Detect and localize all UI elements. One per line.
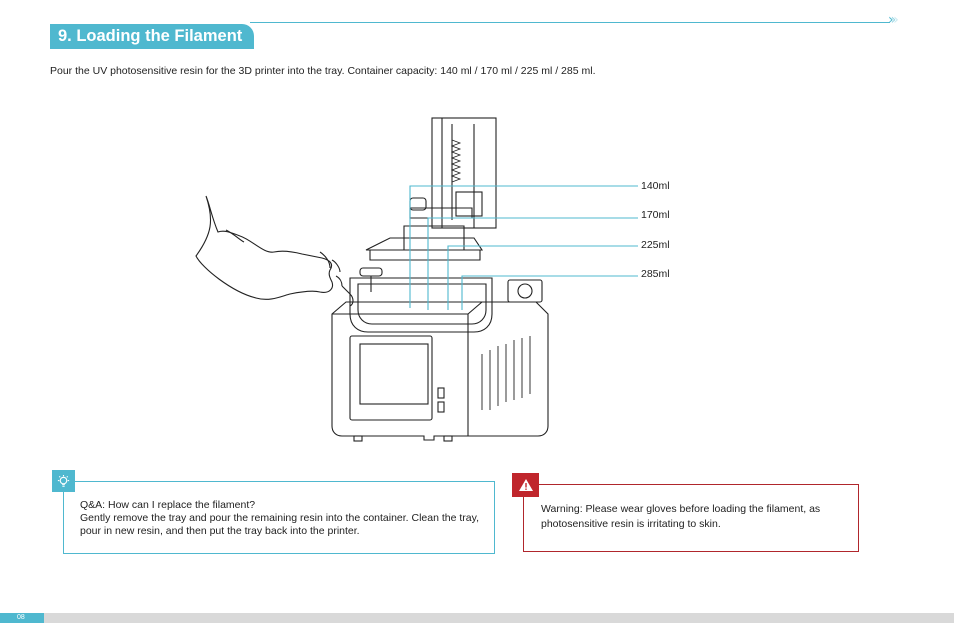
fill-label-285ml: 285ml <box>641 268 670 280</box>
printer-illustration <box>190 100 690 450</box>
warning-triangle-icon <box>512 473 539 497</box>
footer-accent <box>30 613 44 623</box>
intro-text: Pour the UV photosensitive resin for the 3D printer into the tray. Container capacity: 140 ml / 170 ml / 225 ml / 285 ml. <box>50 65 596 77</box>
footer-bar <box>0 613 954 623</box>
fill-label-170ml: 170ml <box>641 209 670 221</box>
qa-content <box>80 499 490 538</box>
fill-label-140ml: 140ml <box>641 180 670 192</box>
warning-text: Warning: Please wear gloves before loading the filament, as photosensitive resin is irritating to skin. <box>541 503 821 530</box>
lightbulb-icon <box>52 470 75 492</box>
qa-question: Q&A: How can I replace the filament? <box>80 499 256 511</box>
fill-label-225ml: 225ml <box>641 239 670 251</box>
header-rule <box>250 22 890 23</box>
qa-answer: Gently remove the tray and pour the remaining resin into the container. Clean the tray, pour in new resin, and then put the tray back into the printer. <box>80 512 480 537</box>
page-number: 08 <box>0 613 30 623</box>
chevron-right-icon: ››› <box>888 12 896 28</box>
section-title: 9. Loading the Filament <box>50 24 254 49</box>
